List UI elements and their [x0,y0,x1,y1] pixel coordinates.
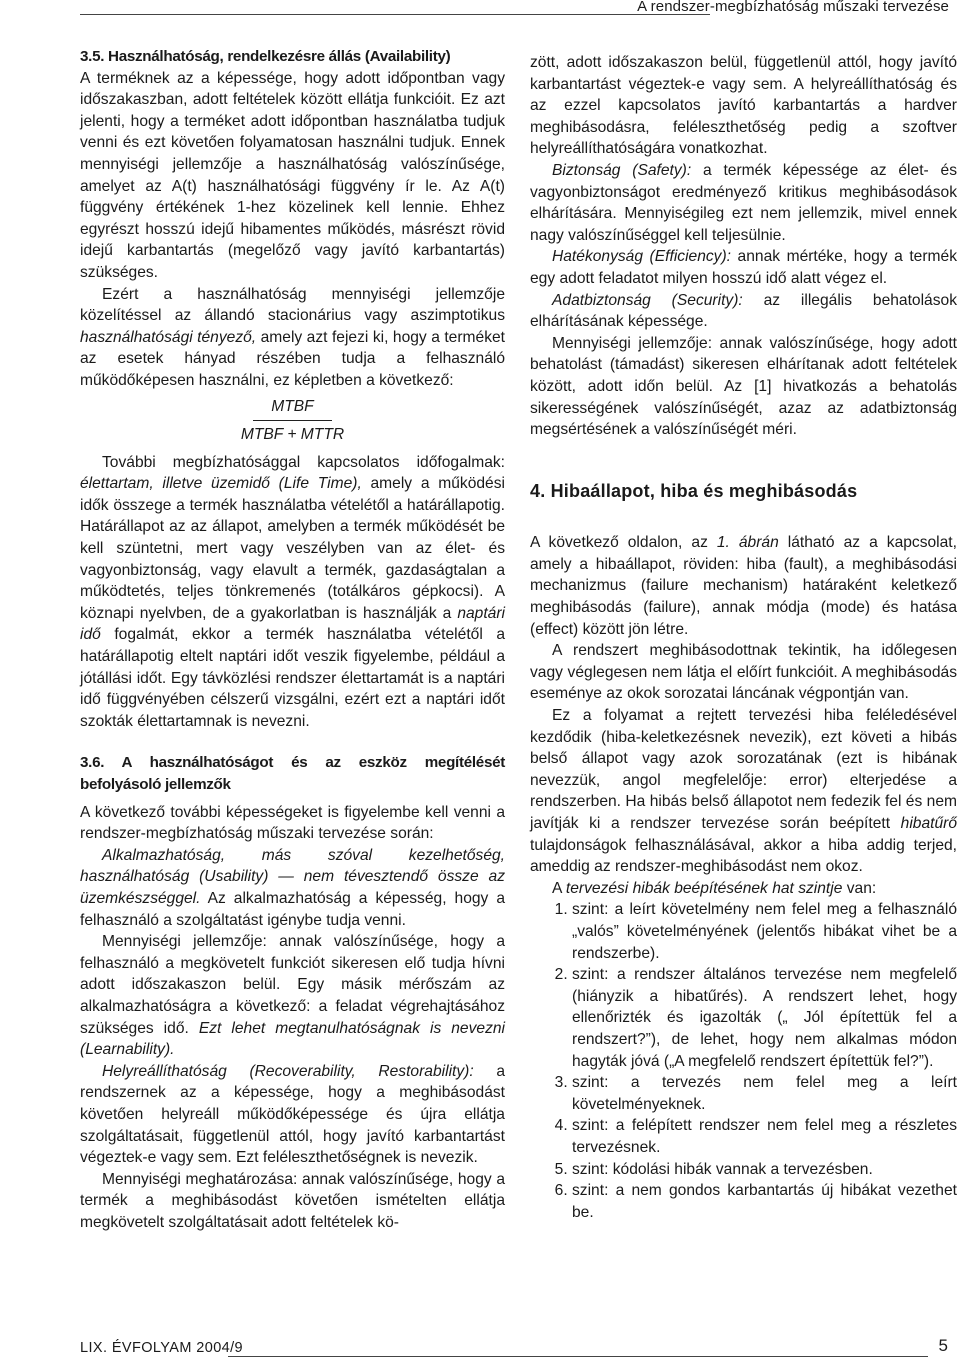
formula-numerator: MTBF [253,396,331,422]
footer-rule [228,1356,928,1357]
header-rule [80,14,710,15]
paragraph: A következő oldalon, az 1. ábrán látható az a kapcsolat, amely a hibaállapot, röviden: hiba (fault), a meghibásodási mechanizmus (failure mechanism) határaként keletkező meghibásodás (failure), annak módja (mode) és hatása (effect) között jön létre. [530,534,957,638]
list-item: 3. szint: a tervezés nem felel meg a leírt követelményeknek. [572,1072,957,1115]
header-title: A rendszer-megbízhatóság műszaki tervezése [637,0,949,15]
paragraph: A tervezési hibák beépítésének hat szintje van: [552,879,877,897]
paragraph: Alkalmazhatóság, más szóval kezelhetőség, használhatóság (Usability) — nem tévesztendő össze az üzemkészséggel. Az alkalmazhatóság a képesség, hogy a felhasználó a szolgáltatást igénybe tudja venni. [80,846,505,929]
list-item: 6. szint: a nem gondos karbantartás új hibákat vezethet be. [572,1180,957,1223]
paragraph: Biztonság (Safety): a termék képessége az élet- és vagyonbiztonságot eredményező kritikus meghibásodások elhárítására. Mennyiségileg ezt nem jellemzik, mivel ennek nagy valószínűséggel kell teljesülnie. [530,161,957,244]
paragraph: Mennyiségi jellemzője: annak valószínűsége, hogy adott behatolást (támadást) sikeresen elhárítanak adott feltételek között, adott időn belül. Az [1] hivatkozás a behatolás sikerességének valószínűségét, azaz az adatbiztonság megsértésének a valószínűségét méri. [530,334,957,439]
paragraph: Mennyiségi jellemzője: annak valószínűsége, hogy a felhasználó a megkövetelt funkciót sikeresen elő tudja hívni adott időszakaszon belül. Egy másik mérőszám az alkalmazhatóságra a következő: a feladat végrehajtásához szükséges idő. Ezt lehet megtanulhatóságnak is nevezni (Learnability). [80,933,506,1059]
paragraph: A rendszert meghibásodottnak tekintik, ha időlegesen vagy véglegesen nem látja el előírt funkcióit. A meghibásodás eseménye az okok sorozatai láncának végpontján van. [530,642,957,703]
heading-3-6: 3.6. A használhatóságot és az eszköz megítélését befolyásoló jellemzők [80,754,505,793]
paragraph: A terméknek az a képessége, hogy adott időpontban vagy időszakaszban, adott feltételek között ellátja funkcióit. Ez azt jelenti, hogy a terméket adott időpontban használatba tudjuk venni és ezt követően folyamatosan használni tudjuk. Ennek mennyiségi jellemzője a használhatóság valószínűsége, amelyet az A(t) használhatósági függvény ír le. Az A(t) függvény értékének 1-hez közelinek kell lennie. Ehhez egyrészt hosszú idejű hibamentes működés, másrészt rövid idejű karbantartás (megelőző vagy javító karbantartás) szükséges. [80,69,505,281]
paragraph: A következő további képességeket is figyelembe kell venni a rendszer-megbízhatóság műszaki tervezése során: [80,803,505,843]
paragraph: Adatbiztonság (Security): az illegális behatolások elhárításának képessége. [530,291,957,331]
paragraph: Ezért a használhatóság mennyiségi jellemzője közelítéssel az állandó stacionárius vagy aszimptotikus használhatósági tényező, amely azt fejezi ki, hogy a terméket az esetek hányad részében tudja a felhasználó működőképesen használni, ez képletben a következő: [80,285,505,389]
paragraph: Hatékonyság (Efficiency): annak mértéke, hogy a termék egy adott feladatot milyen hosszú idő alatt végez el. [530,248,957,287]
heading-3-5: 3.5. Használhatóság, rendelkezésre állás (Availability) [80,48,451,65]
paragraph: Mennyiségi meghatározása: annak valószínűsége, hogy a termék a meghibásodást követően ismételten ellátja megkövetelt szolgáltatásait adott feltételek kö- [80,1170,505,1231]
paragraph: Ez a folyamat a rejtett tervezési hiba feléledésével kezdődik (hiba-keletkezésnek nevezik), ezt követi a hibás belső állapot vagy azok sorozatának (ezt is hibának nevezzük, angol megfelelője: error) elterjedése a rendszerben. Ha hibás belső állapotot nem fedezik fel és nem javítják ki a rendszer tervezése során beépített hibatűrő tulajdonságok felhasználásával, akkor a hiba addig terjed, ameddig az rendszer-meghibásodást nem okoz. [530,707,957,876]
list-item: 4. szint: a felépített rendszer nem felel meg a részletes tervezésnek. [572,1115,957,1158]
paragraph: Helyreállíthatóság (Recoverability, Restorability): a rendszernek az a képessége, hogy a meghibásodást követően helyreáll működőképessége és újra ellátja szolgáltatásait, függetlenül attól, hogy javító karbantartást végeztek-e vagy sem. Ezt feléleszthetőségnek is nevezik. [80,1062,505,1167]
right-column [530,52,957,1223]
list-item: 5. szint: kódolási hibák vannak a tervezésben. [572,1159,957,1181]
availability-formula [80,396,505,446]
left-column [80,46,505,1233]
design-fault-levels-list [530,899,957,1223]
list-item: 2. szint: a rendszer általános tervezése nem megfelelő (hiányzik a hibatűrés). A rendszert lehet, hogy ellenőrizték és igazolták („ Jól építettük fel a rendszert?”), de lehet, hogy nem alkalmas módon hagyták jóvá („A megfelelő rendszert építettük fel?”). [572,964,957,1072]
paragraph: zött, adott időszakaszon belül, függetlenül attól, hogy javító karbantartást végeztek-e vagy sem. A helyreállíthatóság és az ezzel kapcsolatos javító karbantartás a hardver meghibásodásra, feléleszthetőség pedig a szoftver helyreállíthatóságára vonatkozhat. [530,54,957,158]
list-item: 1. szint: a leírt követelmény nem felel meg a felhasználó „valós” követelményének (jelentős hibákat vihet be a rendszerbe). [572,899,957,964]
paragraph: További megbízhatósággal kapcsolatos időfogalmak: élettartam, illetve üzemidő (Life Time), amely a működési idők összege a termék használatba vételétől a határállapotig. Határállapot az az állapot, amelyben a termék működését be kell szüntetni, mert vagy veszélyben van az élet- és vagyonbiztonság, vagy elavult a termék, gazdaságtalan a működtetés, teljes tönkremenés (totálkáros gépkocsi). A köznapi nyelvben, de a gyakorlatban is használják a naptári idő fogalmát, ekkor a termék használatba vételétől a határállapotig eltelt naptári időt veszik figyelembe, például a jótállási időt. Egy távközlési rendszer élettartamát is a naptári idő függvényében célszerű vizsgálni, ezért ezt a naptári időt szokták élettartamnak is nevezni. [80,453,505,730]
heading-4: 4. Hibaállapot, hiba és meghibásodás [530,480,858,501]
footer-volume: LIX. ÉVFOLYAM 2004/9 [80,1340,244,1356]
formula-denominator: MTBF + MTTR [240,426,345,444]
running-header [0,0,960,22]
page-number: 5 [938,1336,948,1355]
